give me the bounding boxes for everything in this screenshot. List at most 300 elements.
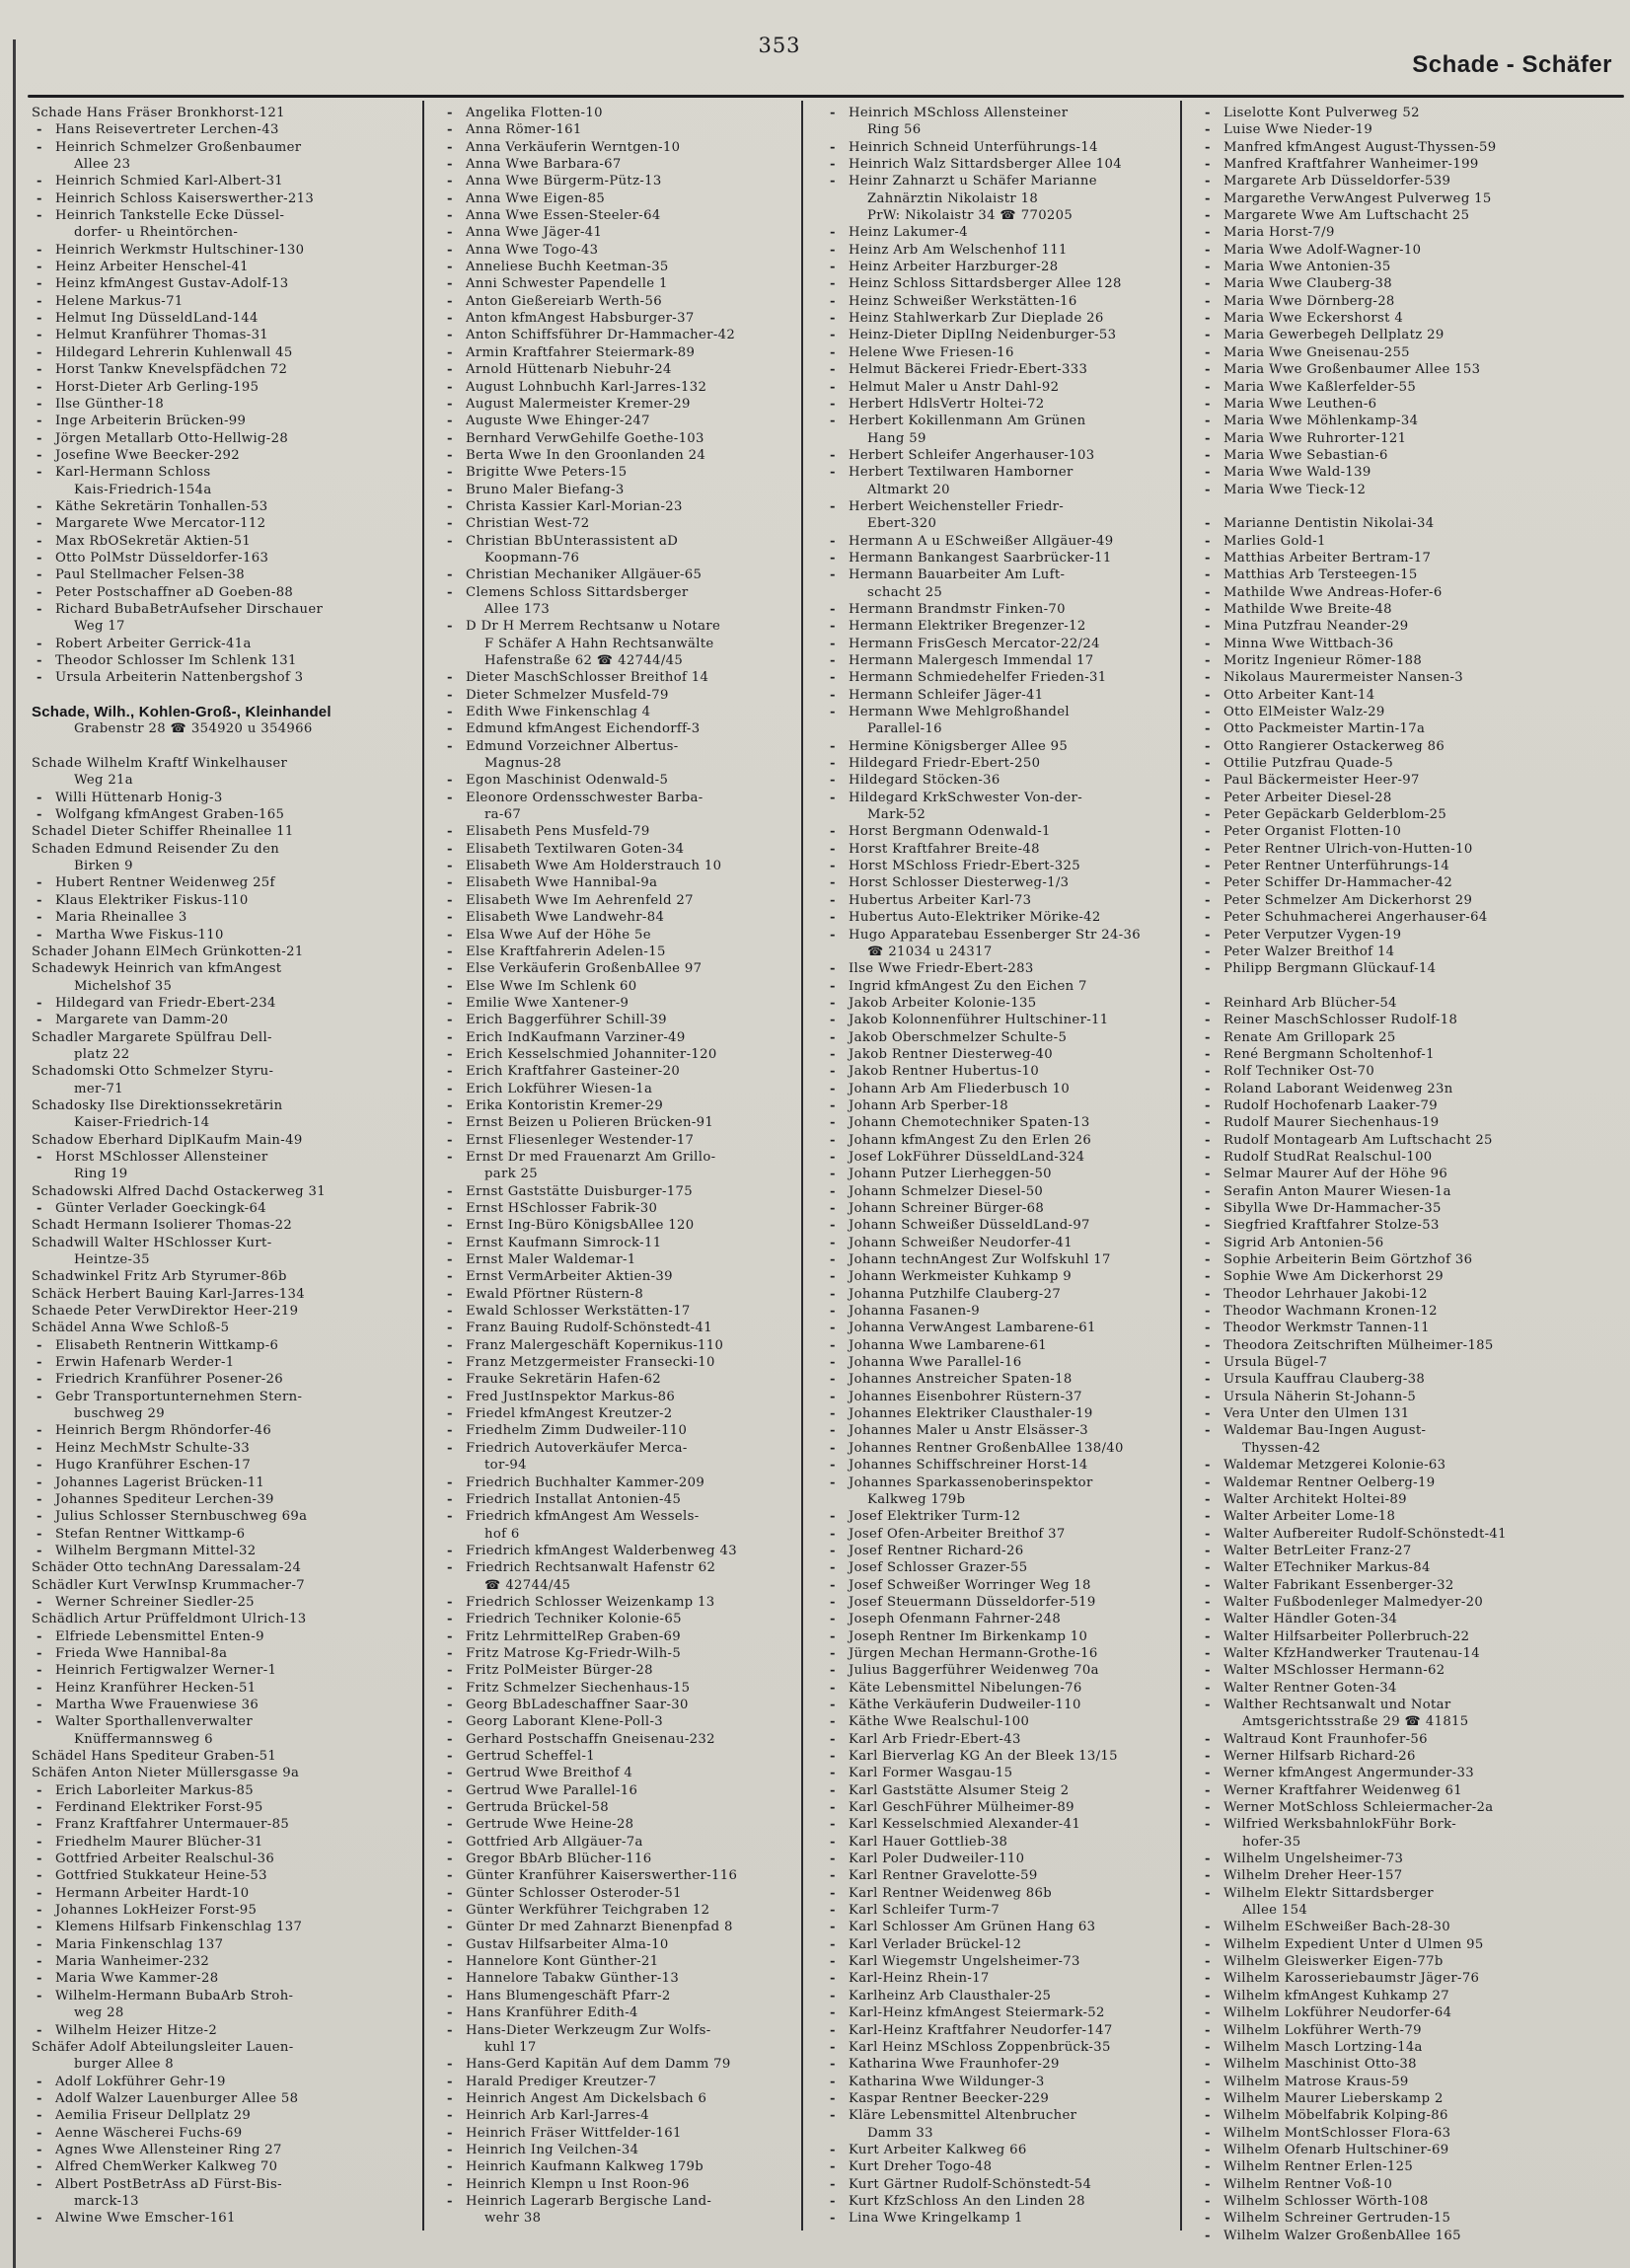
- dash-marker: -: [1205, 1046, 1211, 1062]
- dash-marker: -: [447, 584, 453, 600]
- entry-text: Wolfgang kfmAngest Graben-165: [55, 807, 285, 823]
- entry-text: Adolf Walzer Lauenburger Allee 58: [55, 2090, 299, 2106]
- entry-line: [32, 2158, 418, 2175]
- entry-line: mer-71: [74, 1081, 123, 1096]
- dash-marker: -: [1205, 1988, 1211, 2003]
- entry-line: [442, 1474, 829, 1491]
- entry-text: Heinr Zahnarzt u Schäfer Marianne: [849, 174, 1097, 189]
- entry-text: Wilhelm Rentner Voß-10: [1223, 2176, 1393, 2192]
- entry-line: [1200, 1286, 1587, 1303]
- entry-line: [442, 1114, 829, 1131]
- entry-line: [32, 1474, 418, 1491]
- entry-text: Christian BbUnterassistent aD: [466, 533, 679, 549]
- dash-marker: -: [447, 328, 453, 343]
- dash-marker: -: [447, 2142, 453, 2157]
- dash-marker: -: [830, 995, 836, 1011]
- entry-text: Hugo Apparatebau Essenberger Str 24-36: [849, 927, 1141, 943]
- entry-line: [442, 242, 829, 259]
- entry-line: [1200, 2056, 1587, 2073]
- dash-marker: -: [1205, 482, 1211, 497]
- entry-line: [1200, 2176, 1587, 2193]
- dash-marker: -: [830, 1218, 836, 1234]
- entry-line: [825, 652, 1212, 669]
- entry-text: Else Wwe Im Schlenk 60: [466, 978, 637, 994]
- entry-text: Hermann Malergesch Immendal 17: [849, 653, 1094, 668]
- entry-text: Hans-Dieter Werkzeugm Zur Wolfs-: [466, 2022, 711, 2038]
- dash-marker: -: [37, 1714, 42, 1730]
- entry-line: Schadwill Walter HSchlosser Kurt-: [32, 1235, 272, 1250]
- entry-line: Schadewyk Heinrich van kfmAngest: [32, 961, 282, 977]
- entry-line: [1200, 1577, 1587, 1594]
- entry-line: [825, 1081, 1212, 1097]
- dash-marker: -: [1205, 567, 1211, 583]
- entry-line: [1200, 567, 1587, 583]
- page-number: 353: [758, 34, 801, 57]
- entry-text: Anna Wwe Jäger-41: [466, 225, 603, 241]
- entry-line: [825, 858, 1212, 874]
- entry-line: [1200, 139, 1587, 156]
- entry-text: Elisabeth Wwe Landwehr-84: [466, 910, 665, 926]
- dash-marker: -: [1205, 1954, 1211, 1970]
- entry-text: Johann Schweißer Neudorfer-41: [849, 1235, 1073, 1250]
- entry-text: Kurt Arbeiter Kalkweg 66: [849, 2142, 1027, 2157]
- entry-line: [442, 1268, 829, 1285]
- entry-line: [825, 2056, 1212, 2073]
- entry-text: Werner Hilfsarb Richard-26: [1223, 1749, 1416, 1764]
- entry-text: Peter Verputzer Vygen-19: [1223, 927, 1402, 943]
- entry-text: Fritz Matrose Kg-Friedr-Wilh-5: [466, 1645, 682, 1661]
- dash-marker: -: [1205, 859, 1211, 874]
- entry-line: [442, 1748, 829, 1765]
- entry-text: Otto ElMeister Walz-29: [1223, 705, 1385, 720]
- dash-marker: -: [1205, 705, 1211, 720]
- dash-marker: -: [447, 1474, 453, 1490]
- entry-line: [1200, 1953, 1587, 1970]
- entry-text: Erich Laborleiter Markus-85: [55, 1782, 254, 1798]
- dash-marker: -: [447, 498, 453, 514]
- dash-marker: -: [830, 1645, 836, 1661]
- entry-text: Heinz Arb Am Welschenhof 111: [849, 242, 1068, 258]
- section-range-header: Schade - Schäfer: [1412, 51, 1612, 78]
- entry-text: Karl Wiegemstr Ungelsheimer-73: [849, 1954, 1080, 1970]
- entry-text: Hannelore Tabakw Günther-13: [466, 1971, 680, 1987]
- entry-line: [1200, 652, 1587, 669]
- entry-text: Lina Wwe Kringelkamp 1: [849, 2211, 1023, 2227]
- dash-marker: -: [830, 447, 836, 463]
- entry-text: Heinz Arbeiter Henschel-41: [55, 260, 249, 275]
- dash-marker: -: [830, 1423, 836, 1439]
- entry-line: [825, 2176, 1212, 2193]
- entry-line: [825, 1286, 1212, 1303]
- entry-text: Wilhelm-Hermann BubaArb Stroh-: [55, 1988, 294, 2003]
- entry-line: [32, 1422, 418, 1439]
- dash-marker: -: [37, 2211, 42, 2227]
- entry-text: Frauke Sekretärin Hafen-62: [466, 1372, 661, 1388]
- entry-line: [825, 379, 1212, 396]
- entry-text: Peter Schmelzer Am Dickerhorst 29: [1223, 892, 1473, 908]
- entry-text: Anneliese Buchh Keetman-35: [466, 260, 669, 275]
- dash-marker: -: [830, 1868, 836, 1884]
- entry-line: [442, 704, 829, 720]
- entry-text: Günter Kranführer Kaiserswerther-116: [466, 1868, 738, 1884]
- dash-marker: -: [37, 1355, 42, 1371]
- entry-text: Gregor BbArb Blücher-116: [466, 1852, 652, 1867]
- entry-text: Josef Elektriker Turm-12: [849, 1509, 1021, 1525]
- entry-text: Siegfried Kraftfahrer Stolze-53: [1223, 1218, 1440, 1234]
- dash-marker: -: [447, 1936, 453, 1952]
- dash-marker: -: [1205, 1081, 1211, 1096]
- entry-line: [825, 2107, 1212, 2124]
- dash-marker: -: [447, 122, 453, 138]
- entry-line: [442, 1183, 829, 1200]
- entry-text: Auguste Wwe Ehinger-247: [466, 414, 650, 429]
- entry-line: [32, 207, 418, 224]
- dash-marker: -: [1205, 1458, 1211, 1474]
- entry-text: Anna Wwe Essen-Steeler-64: [466, 208, 661, 224]
- dash-marker: -: [37, 379, 42, 395]
- dash-marker: -: [1205, 687, 1211, 703]
- dash-marker: -: [830, 1064, 836, 1080]
- entry-line: Ebert-320: [867, 516, 937, 532]
- dash-marker: -: [830, 875, 836, 891]
- entry-text: Johannes Sparkassenoberinspektor: [849, 1474, 1093, 1490]
- entry-text: Johanna VerwAngest Lambarene-61: [849, 1321, 1096, 1336]
- entry-text: Walter Aufbereiter Rudolf-Schönstedt-41: [1223, 1526, 1507, 1542]
- entry-line: ☎ 21034 u 24317: [867, 944, 993, 959]
- dash-marker: -: [1205, 2090, 1211, 2106]
- entry-text: Waldemar Rentner Oelberg-19: [1223, 1474, 1436, 1490]
- dash-marker: -: [447, 859, 453, 874]
- entry-text: Egon Maschinist Odenwald-5: [466, 773, 669, 789]
- entry-line: [442, 1970, 829, 1987]
- entry-text: Josef Ofen-Arbeiter Breithof 37: [849, 1526, 1066, 1542]
- entry-line: [442, 1422, 829, 1439]
- dash-marker: -: [447, 174, 453, 189]
- entry-line: [1200, 1765, 1587, 1781]
- dash-marker: -: [37, 1149, 42, 1165]
- entry-line: [32, 1970, 418, 1987]
- entry-line: [442, 224, 829, 241]
- entry-line: [1200, 464, 1587, 481]
- entry-text: Johannes Rentner GroßenbAllee 138/40: [849, 1440, 1124, 1456]
- entry-text: Herbert Kokillenmann Am Grünen: [849, 414, 1086, 429]
- dash-marker: -: [830, 756, 836, 772]
- dash-marker: -: [830, 1029, 836, 1045]
- entry-line: [1200, 1114, 1587, 1131]
- entry-text: D Dr H Merrem Rechtsanw u Notare: [466, 619, 721, 635]
- dash-marker: -: [447, 1697, 453, 1712]
- dash-marker: -: [447, 567, 453, 583]
- entry-line: [32, 259, 418, 275]
- entry-line: [442, 396, 829, 413]
- entry-text: Matthias Arbeiter Bertram-17: [1223, 550, 1432, 566]
- entry-line: [825, 1029, 1212, 1046]
- dash-marker: -: [830, 1526, 836, 1542]
- dash-marker: -: [1205, 1509, 1211, 1525]
- dash-marker: -: [447, 2125, 453, 2141]
- dash-marker: -: [830, 2039, 836, 2055]
- dash-marker: -: [1205, 1269, 1211, 1285]
- dash-marker: -: [447, 208, 453, 224]
- dash-marker: -: [830, 174, 836, 189]
- entry-line: Schade Hans Fräser Bronkhorst-121: [32, 106, 285, 120]
- dash-marker: -: [1205, 961, 1211, 977]
- dash-marker: -: [830, 2005, 836, 2021]
- entry-line: [1200, 1988, 1587, 2004]
- entry-text: Dieter Schmelzer Musfeld-79: [466, 687, 669, 703]
- entry-line: Kais-Friedrich-154a: [74, 482, 212, 497]
- entry-text: Heinrich Tankstelle Ecke Düssel-: [55, 208, 285, 224]
- entry-line: [825, 1782, 1212, 1799]
- dash-marker: -: [447, 892, 453, 908]
- entry-text: Karl Former Wasgau-15: [849, 1766, 1013, 1781]
- dash-marker: -: [830, 1132, 836, 1148]
- dash-marker: -: [1205, 1372, 1211, 1388]
- entry-line: Kalkweg 179b: [867, 1491, 966, 1507]
- entry-line: [825, 413, 1212, 429]
- entry-line: [442, 1491, 829, 1508]
- entry-line: [442, 2176, 829, 2193]
- entry-line: [1200, 704, 1587, 720]
- entry-text: Heinrich Angest Am Dickelsbach 6: [466, 2090, 707, 2106]
- entry-text: Maria Wwe Kammer-28: [55, 1971, 219, 1987]
- entry-text: Heinz kfmAngest Gustav-Adolf-13: [55, 276, 289, 292]
- entry-line: [1200, 2039, 1587, 2056]
- dash-marker: -: [447, 516, 453, 532]
- entry-text: Friedrich Autoverkäufer Merca-: [466, 1440, 688, 1456]
- entry-text: Hermann A u ESchweißer Allgäuer-49: [849, 533, 1114, 549]
- entry-text: Emilie Wwe Xantener-9: [466, 995, 630, 1011]
- dash-marker: -: [447, 1971, 453, 1987]
- entry-text: Paul Bäckermeister Heer-97: [1223, 773, 1420, 789]
- entry-line: [32, 1440, 418, 1457]
- entry-text: Franz Bauing Rudolf-Schönstedt-41: [466, 1321, 712, 1336]
- entry-line: [442, 738, 829, 755]
- dash-marker: -: [830, 1628, 836, 1644]
- entry-text: Günter Dr med Zahnarzt Bienenpfad 8: [466, 1920, 733, 1935]
- entry-text: Elisabeth Pens Musfeld-79: [466, 824, 650, 840]
- entry-text: Karl-Hermann Schloss: [55, 465, 211, 481]
- entry-text: Helmut Ing DüsseldLand-144: [55, 311, 259, 327]
- entry-line: [1200, 2022, 1587, 2039]
- dash-marker: -: [37, 2159, 42, 2175]
- entry-line: [442, 995, 829, 1012]
- dash-marker: -: [447, 2159, 453, 2175]
- entry-text: Kurt KfzSchloss An den Linden 28: [849, 2193, 1085, 2209]
- dash-marker: -: [1205, 430, 1211, 446]
- dash-marker: -: [830, 1936, 836, 1952]
- entry-line: [442, 1354, 829, 1371]
- entry-line: [825, 1936, 1212, 1953]
- dash-marker: -: [37, 1543, 42, 1558]
- entry-text: Heinz-Dieter DiplIng Neidenburger-53: [849, 328, 1117, 343]
- entry-text: Joseph Ofenmann Fahrner-248: [849, 1612, 1062, 1627]
- dash-marker: -: [830, 2142, 836, 2157]
- entry-line: [825, 2004, 1212, 2021]
- entry-text: Hildegard KrkSchwester Von-der-: [849, 790, 1083, 805]
- entry-text: Martha Wwe Fiskus-110: [55, 927, 224, 943]
- entry-line: [825, 1114, 1212, 1131]
- dash-marker: -: [830, 1903, 836, 1919]
- entry-line: park 25: [484, 1167, 539, 1182]
- entry-line: [442, 2158, 829, 2175]
- entry-text: Maria Horst-7/9: [1223, 225, 1335, 241]
- entry-line: [442, 2056, 829, 2073]
- entry-line: [825, 1799, 1212, 1816]
- entry-line: kuhl 17: [484, 2039, 537, 2055]
- dash-marker: -: [1205, 328, 1211, 343]
- entry-text: Gustav Hilfsarbeiter Alma-10: [466, 1936, 669, 1952]
- dash-marker: -: [1205, 773, 1211, 789]
- entry-text: Maria Wwe Dörnberg-28: [1223, 293, 1395, 309]
- dash-marker: -: [447, 1920, 453, 1935]
- entry-line: [442, 1012, 829, 1028]
- entry-text: Georg BbLadeschaffner Saar-30: [466, 1697, 689, 1712]
- entry-line: Weg 17: [74, 619, 125, 635]
- entry-line: [32, 1902, 418, 1919]
- entry-text: Heinrich Schneid Unterführungs-14: [849, 139, 1098, 155]
- entry-line: [1200, 1405, 1587, 1422]
- entry-text: Rudolf StudRat Realschul-100: [1223, 1149, 1433, 1165]
- dash-marker: -: [830, 550, 836, 566]
- entry-text: Walter Händler Goten-34: [1223, 1612, 1398, 1627]
- entry-text: Roland Laborant Weidenweg 23n: [1223, 1081, 1453, 1096]
- entry-line: [825, 498, 1212, 515]
- entry-line: [32, 601, 418, 618]
- entry-text: Wilhelm Ofenarb Hultschiner-69: [1223, 2142, 1449, 2157]
- entry-line: [32, 361, 418, 378]
- entry-line: [1200, 310, 1587, 327]
- entry-text: Vera Unter den Ulmen 131: [1223, 1406, 1410, 1422]
- entry-text: Otto Packmeister Martin-17a: [1223, 721, 1426, 737]
- entry-text: Anni Schwester Papendelle 1: [466, 276, 668, 292]
- dash-marker: -: [1205, 276, 1211, 292]
- entry-line: [442, 2090, 829, 2107]
- entry-line: [32, 275, 418, 292]
- dash-marker: -: [1205, 2228, 1211, 2243]
- dash-marker: -: [447, 1749, 453, 1764]
- entry-text: Anna Wwe Togo-43: [466, 242, 599, 258]
- dash-marker: -: [37, 1645, 42, 1661]
- dash-marker: -: [447, 1612, 453, 1627]
- entry-text: Hubert Rentner Weidenweg 25f: [55, 875, 275, 891]
- entry-line: [32, 190, 418, 207]
- entry-line: [825, 1748, 1212, 1765]
- entry-line: Birken 9: [74, 859, 133, 874]
- entry-line: [32, 1594, 418, 1611]
- dash-marker: -: [37, 1201, 42, 1216]
- entry-line: [825, 823, 1212, 840]
- entry-text: Johann Schweißer DüsseldLand-97: [849, 1218, 1090, 1234]
- dash-marker: -: [1205, 1868, 1211, 1884]
- entry-text: Karl Schlosser Am Grünen Hang 63: [849, 1920, 1096, 1935]
- dash-marker: -: [447, 362, 453, 378]
- dash-marker: -: [447, 1868, 453, 1884]
- entry-text: Theodora Zeitschriften Mülheimer-185: [1223, 1337, 1494, 1353]
- entry-text: Walter Fußbodenleger Malmedyer-20: [1223, 1594, 1484, 1610]
- entry-line: [32, 909, 418, 926]
- entry-text: Adolf Lokführer Gehr-19: [55, 2074, 226, 2089]
- entry-line: [32, 2074, 418, 2090]
- dash-marker: -: [37, 344, 42, 360]
- entry-text: Heinrich Kaufmann Kalkweg 179b: [466, 2159, 704, 2175]
- entry-text: Gottfried Arb Allgäuer-7a: [466, 1834, 643, 1850]
- dash-marker: -: [447, 1372, 453, 1388]
- entry-text: Heinz Stahlwerkarb Zur Dieplade 26: [849, 311, 1104, 327]
- entry-text: Fred JustInspektor Markus-86: [466, 1389, 676, 1404]
- dash-marker: -: [830, 1355, 836, 1371]
- dash-marker: -: [830, 1389, 836, 1404]
- entry-text: Helene Markus-71: [55, 293, 184, 309]
- dash-marker: -: [1205, 1491, 1211, 1507]
- dash-marker: -: [447, 841, 453, 857]
- entry-line: wehr 38: [484, 2211, 542, 2227]
- entry-line: [32, 927, 418, 944]
- entry-text: Käte Lebensmittel Nibelungen-76: [849, 1680, 1082, 1696]
- entry-line: [442, 361, 829, 378]
- bold-entry-line: Schade, Wilh., Kohlen-Groß-, Kleinhandel: [32, 704, 332, 721]
- entry-text: Sibylla Wwe Dr-Hammacher-35: [1223, 1201, 1442, 1216]
- entry-text: August Lohnbuchh Karl-Jarres-132: [466, 379, 707, 395]
- dash-marker: -: [1205, 1697, 1211, 1712]
- entry-text: Karl-Heinz Kraftfahrer Neudorfer-147: [849, 2022, 1113, 2038]
- dash-marker: -: [830, 344, 836, 360]
- dash-marker: -: [447, 875, 453, 891]
- entry-text: Rolf Techniker Ost-70: [1223, 1064, 1375, 1080]
- entry-text: Ursula Arbeiterin Nattenbergshof 3: [55, 670, 304, 686]
- dash-marker: -: [1205, 1628, 1211, 1644]
- entry-text: Ursula Kauffrau Clauberg-38: [1223, 1372, 1426, 1388]
- entry-line: [442, 1440, 829, 1457]
- dash-marker: -: [447, 1560, 453, 1576]
- entry-line: [32, 874, 418, 891]
- dash-marker: -: [447, 1201, 453, 1216]
- entry-text: Otto Rangierer Ostackerweg 86: [1223, 738, 1445, 754]
- entry-line: [32, 293, 418, 310]
- entry-line: [1200, 1508, 1587, 1525]
- entry-text: Selmar Maurer Auf der Höhe 96: [1223, 1167, 1448, 1182]
- dash-marker: -: [447, 1304, 453, 1320]
- entry-line: [442, 1337, 829, 1354]
- dash-marker: -: [830, 1269, 836, 1285]
- entry-line: [825, 1457, 1212, 1474]
- entry-text: Franz Metzgermeister Fransecki-10: [466, 1355, 715, 1371]
- dash-marker: -: [1205, 1560, 1211, 1576]
- entry-text: Klemens Hilfsarb Finkenschlag 137: [55, 1920, 303, 1935]
- entry-line: Michelshof 35: [74, 978, 173, 994]
- entry-line: F Schäfer A Hahn Rechtsanwälte: [484, 636, 714, 651]
- entry-line: Schädler Kurt VerwInsp Krummacher-7: [32, 1577, 306, 1593]
- entry-text: Bernhard VerwGehilfe Goethe-103: [466, 430, 704, 446]
- dash-marker: -: [830, 1372, 836, 1388]
- entry-text: Johanna Putzhilfe Clauberg-27: [849, 1286, 1062, 1302]
- entry-text: Peter Schiffer Dr-Hammacher-42: [1223, 875, 1453, 891]
- entry-text: Anton Gießereiarb Werth-56: [466, 293, 662, 309]
- entry-line: [825, 601, 1212, 618]
- entry-text: Marianne Dentistin Nikolai-34: [1223, 516, 1435, 532]
- entry-text: Friedrich Rechtsanwalt Hafenstr 62: [466, 1560, 716, 1576]
- dash-marker: -: [1205, 447, 1211, 463]
- entry-line: [32, 636, 418, 652]
- dash-marker: -: [37, 1337, 42, 1353]
- entry-line: [825, 156, 1212, 173]
- entry-line: [442, 687, 829, 704]
- dash-marker: -: [1205, 1132, 1211, 1148]
- entry-line: [442, 1988, 829, 2004]
- entry-text: Minna Wwe Wittbach-36: [1223, 636, 1394, 651]
- dash-marker: -: [830, 2022, 836, 2038]
- entry-text: Walter Fabrikant Essenberger-32: [1223, 1577, 1454, 1593]
